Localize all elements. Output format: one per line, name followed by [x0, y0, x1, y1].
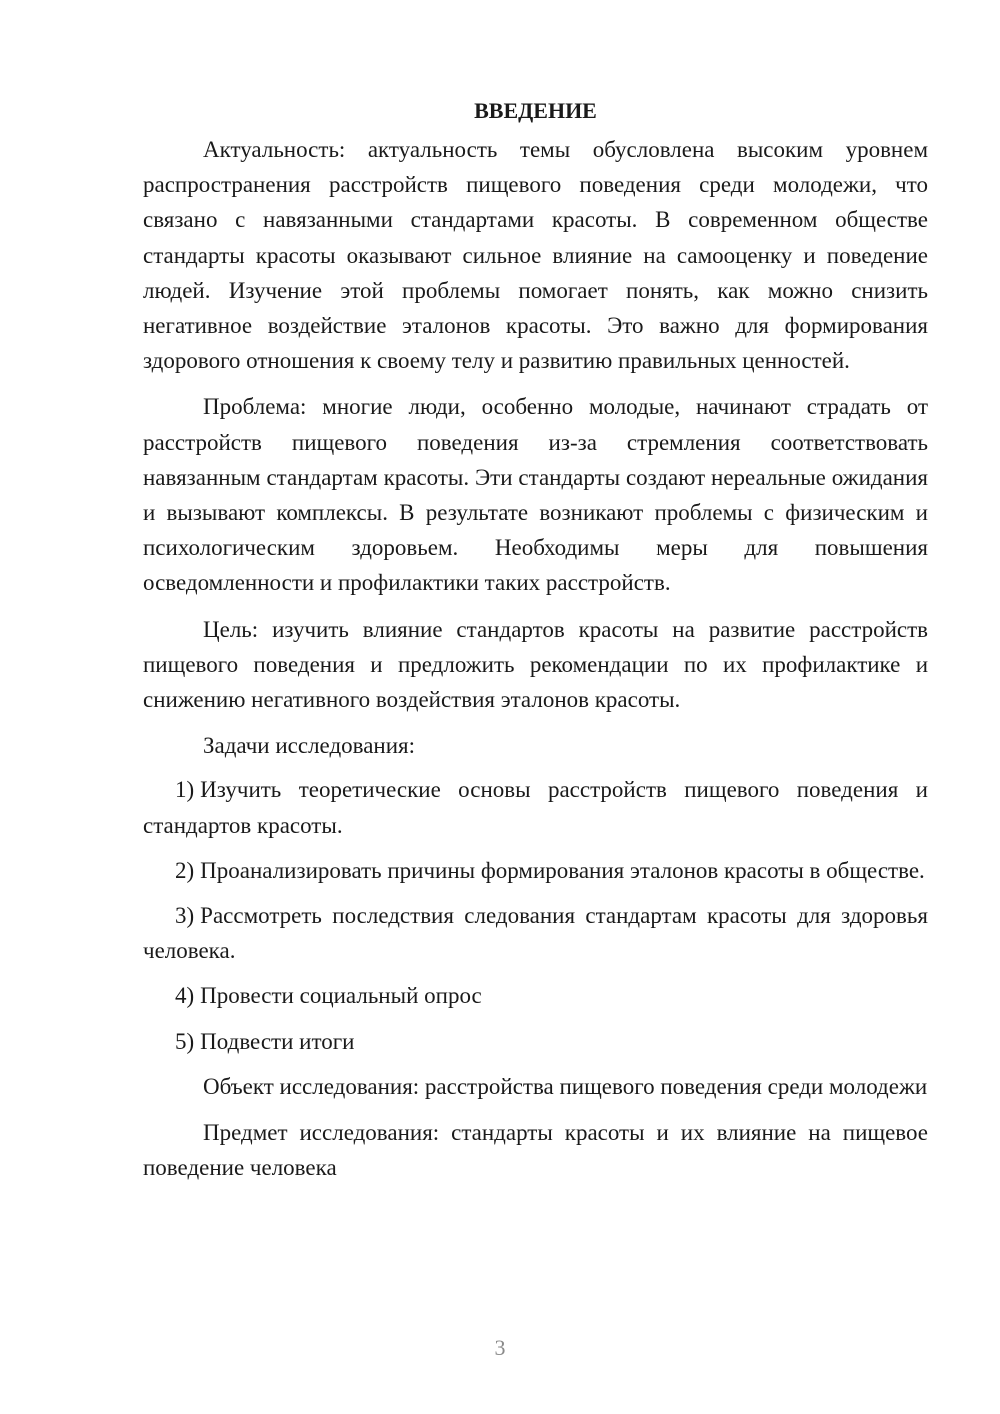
- paragraph-subject: Предмет исследования: стандарты красоты и их влияние на пищевое поведение человека: [143, 1120, 928, 1181]
- task-text: Подвести итоги: [200, 1028, 355, 1054]
- task-number: 4): [175, 983, 195, 1009]
- paragraph-problem: Проблема: многие люди, особенно молодые, начинают страдать от расстройств пищевого поведения из-за стремления соответствовать навязанным стандартам красоты. Эти стандарты создают нереальные ожидания и вызывают комплексы. В результате возникают проблемы с физическим и психологическим здоровьем. Необходимы меры для повышения осведомленности и профилактики таких расстройств.: [143, 394, 928, 596]
- paragraph-relevance: Актуальность: актуальность темы обусловлена высоким уровнем распространения расстройств пищевого поведения среди молодежи, что связано с навязанными стандартами красоты. В современном обществе стандарты красоты оказывают сильное влияние на самооценку и поведение людей. Изучение этой проблемы помогает понять, как можно снизить негативное воздействие эталонов красоты. Это важно для формирования здорового отношения к своему телу и развитию правильных ценностей.: [143, 137, 928, 374]
- task-number: 3): [175, 903, 195, 929]
- page-number: 3: [494, 1335, 506, 1360]
- task-text: Рассмотреть последствия следования стандартам красоты для здоровья человека.: [143, 903, 928, 964]
- task-text: Провести социальный опрос: [200, 983, 482, 1009]
- page-content: [143, 93, 928, 1196]
- task-number: 2): [175, 857, 195, 883]
- task-item-2: [143, 853, 928, 888]
- task-item-1: [143, 772, 928, 842]
- task-item-5: [143, 1024, 928, 1059]
- paragraph-goal: Цель: изучить влияние стандартов красоты на развитие расстройств пищевого поведения и предложить рекомендации по их профилактике и снижению негативного воздействия эталонов красоты.: [143, 616, 928, 713]
- task-number: 1): [175, 777, 195, 803]
- task-text: Изучить теоретические основы расстройств пищевого поведения и стандартов красоты.: [143, 777, 928, 838]
- task-item-3: [143, 898, 928, 968]
- task-number: 5): [175, 1028, 195, 1054]
- task-item-4: [143, 978, 928, 1013]
- paragraph-object: Объект исследования: расстройства пищевого поведения среди молодежи: [203, 1073, 928, 1099]
- task-text: Проанализировать причины формирования эталонов красоты в обществе.: [200, 857, 925, 883]
- page-title: ВВЕДЕНИЕ: [474, 98, 597, 123]
- tasks-heading: Задачи исследования:: [203, 733, 416, 759]
